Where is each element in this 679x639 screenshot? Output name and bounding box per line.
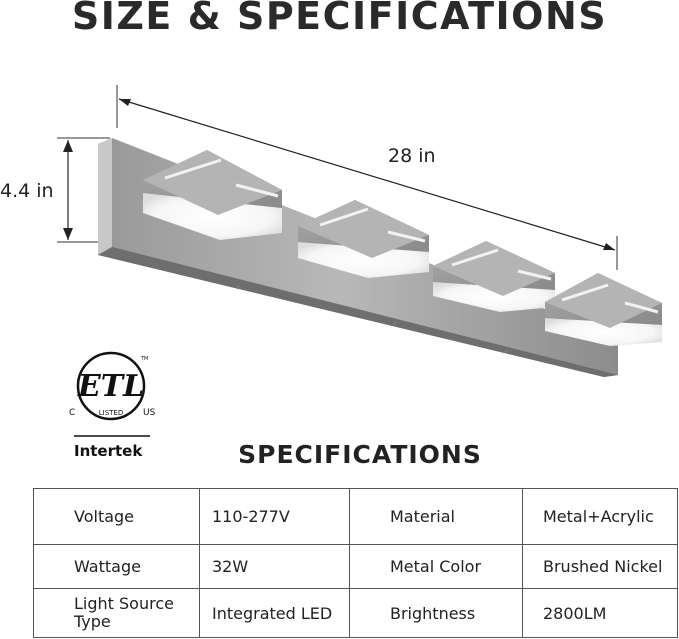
tm-text: TM xyxy=(141,356,149,362)
table-row xyxy=(34,489,678,545)
listed-text: LISTED xyxy=(98,409,124,417)
table-row xyxy=(34,545,678,589)
spec-value: 110-277V xyxy=(200,489,350,545)
spec-label: Material xyxy=(350,489,523,545)
width-label: 28 in xyxy=(388,145,436,167)
spec-value: Integrated LED xyxy=(200,589,350,638)
etl-mark: ETL xyxy=(77,369,145,404)
spec-label: Metal Color xyxy=(350,545,523,589)
table-row xyxy=(34,589,678,638)
spec-value: 32W xyxy=(200,545,350,589)
light-fixture xyxy=(545,273,662,346)
specifications-heading: SPECIFICATIONS xyxy=(238,440,482,469)
spec-value: 2800LM xyxy=(523,589,678,638)
spec-value: Brushed Nickel xyxy=(523,545,678,589)
spec-value: Metal+Acrylic xyxy=(523,489,678,545)
page-title: SIZE & SPECIFICATIONS xyxy=(71,0,608,38)
us-text: US xyxy=(143,408,156,418)
spec-label: Wattage xyxy=(34,545,200,589)
spec-label: Brightness xyxy=(350,589,523,638)
spec-label: Light Source Type xyxy=(34,589,200,638)
spec-label: Voltage xyxy=(34,489,200,545)
c-text: C xyxy=(69,408,76,418)
height-label: 4.4 in xyxy=(0,180,54,202)
specifications-table xyxy=(33,488,678,638)
intertek-text: Intertek xyxy=(74,442,143,460)
